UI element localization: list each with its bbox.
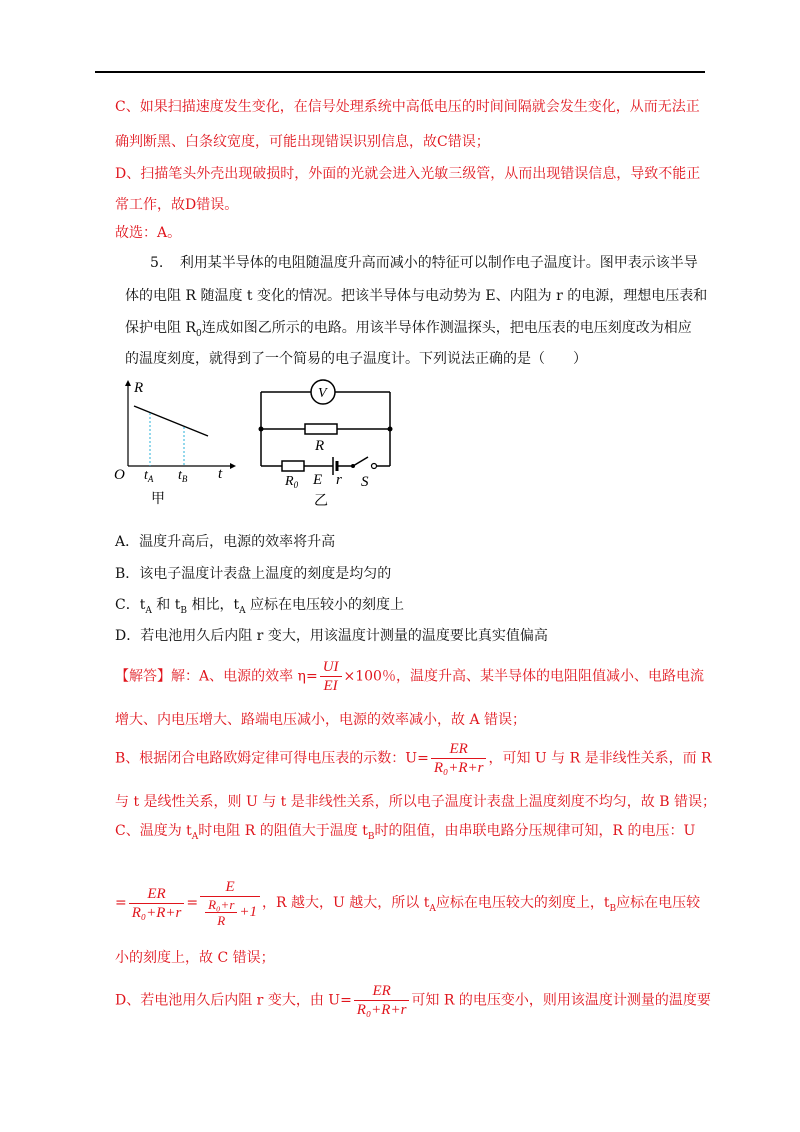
ta-label: $t_A$: [144, 468, 154, 483]
r-t-line: [134, 406, 208, 436]
figure-jia-caption: 甲: [151, 491, 165, 507]
option-b: B．该电子温度计表盘上温度的刻度是均匀的: [115, 566, 392, 582]
voltage-fraction-c2: E $\frac{\text{R₀+r}}{R}$ +1: [200, 878, 260, 928]
x-axis-label: t: [218, 466, 223, 482]
origin-label: O: [114, 467, 125, 483]
option-d: D．若电池用久后内阻 r 变大，用该温度计测量的温度要比真实值偏高: [115, 628, 548, 644]
solution-a-line2: 增大、内电压增大、路端电压减小，电源的效率减小，故 A 错误；: [115, 712, 527, 728]
analysis-c-line2: 确判断黑、白条纹宽度，可能出现错误识别信息，故C错误；: [115, 134, 490, 150]
question-line1: 5. 利用某半导体的电阻随温度升高而减小的特征可以制作电子温度计。图甲表示该半导: [150, 255, 698, 271]
solution-a-line1: 【解答】解：A、电源的效率 η= $\frac{UI}{EI}$ ×100％，温度升高、某半导体的电阻阻值减小、电路电流: [115, 659, 704, 694]
efficiency-fraction: $\frac{UI}{EI}$: [320, 658, 342, 695]
solution-c-line1: C、温度为 $t_A$时电阻 R 的阻值大于温度 $t_B$时的阻值，由串联电路分压规律可知，R 的电压：U: [115, 823, 696, 842]
option-c: C．$t_A$ 和 $t_B$ 相比，$t_A$ 应标在电压较小的刻度上: [115, 597, 405, 616]
r0-label: $R_0$: [285, 474, 299, 488]
figure-jia-graph: [112, 378, 237, 483]
internal-r-label: r: [336, 472, 342, 488]
voltage-fraction-d: $\frac{ER}{\text{R₀+R+r}}$: [354, 982, 410, 1019]
question-number: 5.: [150, 255, 164, 271]
y-axis-label: R: [134, 380, 144, 396]
solution-b-line1: B、根据闭合电路欧姆定律可得电压表的示数：U= $\frac{ER}{\text{R₀+R+r}}$ ，可知 U 与 R 是非线性关系，而 R: [115, 741, 712, 776]
solution-tag: 【解答】: [115, 668, 171, 685]
switch-label: S: [361, 474, 369, 488]
nested-fraction: $\frac{\text{R₀+r}}{R}$: [205, 897, 237, 928]
figure-yi-circuit: [255, 376, 400, 488]
voltage-fraction-c1: $\frac{ER}{\text{R₀+R+r}}$: [129, 885, 185, 922]
solution-c-line2: = $\frac{ER}{\text{R₀+R+r}}$ = E $\frac{\text{R₀+r}}{R}$ +1 ，R 越大，U 越大，所以 $t_A$应标在电压较大的刻度上，$t_B$应标在电压较: [115, 879, 701, 928]
question-line2: 体的电阻 R 随温度 t 变化的情况。把该半导体与电动势为 E、内阻为 r 的电源，理想电压表和: [125, 288, 708, 304]
header-rule: [95, 71, 705, 73]
tb-label: $t_B$: [178, 468, 188, 483]
question-line4: 的温度刻度，就得到了一个简易的电子温度计。下列说法正确的是（ ）: [125, 351, 587, 367]
analysis-d-line2: 常工作，故D错误。: [115, 197, 239, 213]
solution-c-line3: 小的刻度上，故 C 错误；: [115, 950, 275, 966]
solution-b-line2: 与 t 是线性关系，则 U 与 t 是非线性关系，所以电子温度计表盘上温度刻度不均匀，故 B 错误；: [115, 794, 716, 810]
voltage-fraction-b: $\frac{ER}{\text{R₀+R+r}}$: [431, 740, 487, 777]
emf-label: E: [313, 472, 323, 488]
question-line3: 保护电阻 $R_0$连成如图乙所示的电路。用该半导体作测温探头，把电压表的电压刻度改为相应: [125, 320, 692, 339]
resistor-r-label: R: [315, 438, 325, 454]
option-a: A．温度升高后，电源的效率将升高: [115, 534, 336, 550]
svg-text:V: V: [318, 386, 327, 401]
figure-yi-caption: 乙: [314, 493, 328, 509]
analysis-d-line1: D、扫描笔头外壳出现破损时，外面的光就会进入光敏三级管，从而出现错误信息，导致不能正: [115, 166, 701, 182]
analysis-c-line1: C、如果扫描速度发生变化，在信号处理系统中高低电压的时间间隔就会发生变化，从而无法正: [115, 99, 700, 115]
answer-line: 故选：A。: [115, 225, 182, 241]
solution-d-line1: D、若电池用久后内阻 r 变大，由 U= $\frac{ER}{\text{R₀+R+r}}$ 可知 R 的电压变小，则用该温度计测量的温度要: [115, 983, 711, 1018]
